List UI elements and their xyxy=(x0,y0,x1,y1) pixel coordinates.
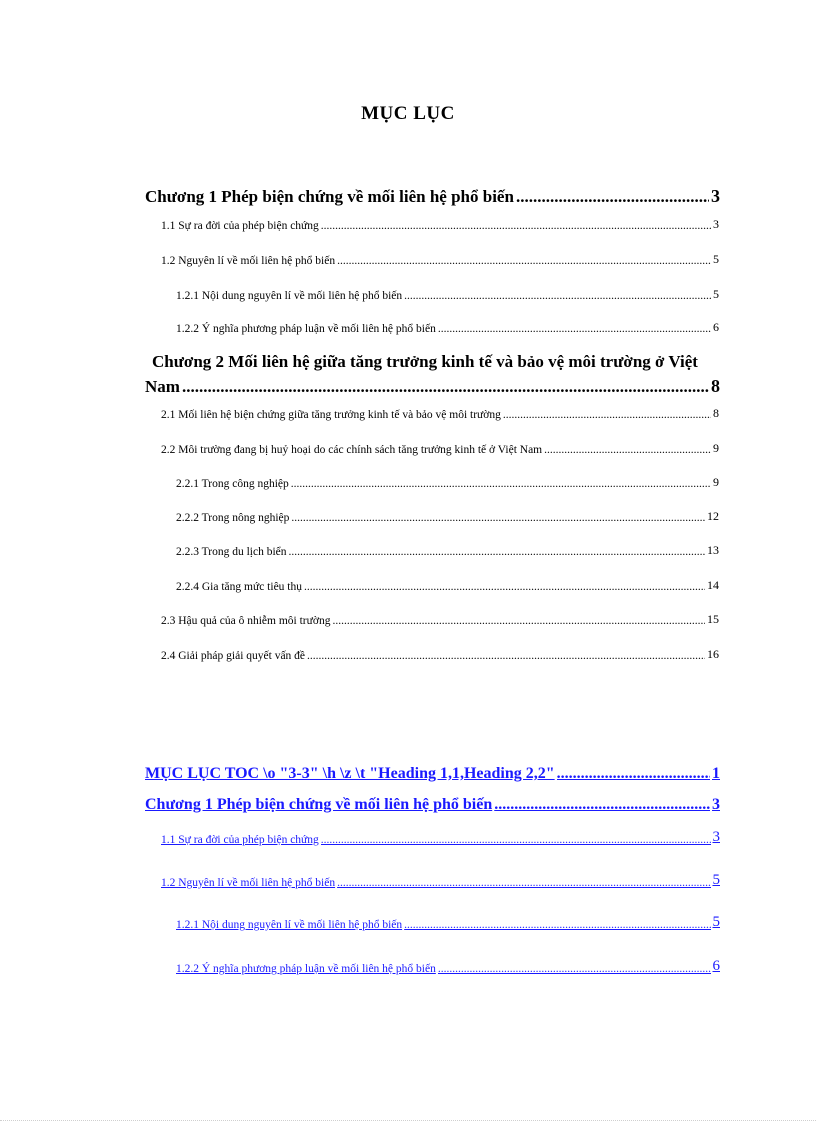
toc-field-chapter-1-link[interactable] xyxy=(145,796,720,814)
toc-page-number: 3 xyxy=(712,796,720,813)
toc-leader xyxy=(438,963,711,975)
toc-page-number: 5 xyxy=(713,287,719,301)
toc-page-number: 5 xyxy=(713,252,719,266)
toc-leader xyxy=(307,650,705,662)
toc-page-number: 6 xyxy=(712,958,720,974)
toc-leader xyxy=(304,581,705,593)
toc-entry-1-1 xyxy=(161,217,719,232)
toc-page-number: 1 xyxy=(712,765,720,782)
toc-entry-2-2-1 xyxy=(176,475,719,490)
toc-leader xyxy=(337,255,711,267)
toc-entry-text: 2.4 Giải pháp giải quyết vấn đề xyxy=(161,650,306,662)
toc-leader xyxy=(291,512,705,524)
toc-entry-1-2-1 xyxy=(176,287,719,302)
toc-entry-text: 2.2.4 Gia tăng mức tiêu thụ xyxy=(176,581,303,593)
toc-leader xyxy=(438,323,711,335)
toc-entry-2-3 xyxy=(161,612,719,627)
toc-field-1-1-link[interactable] xyxy=(161,829,720,846)
toc-page-number: 8 xyxy=(711,376,720,396)
toc-entry-text: 2.2 Môi trường đang bị huỷ hoại do các chính sách tăng trưởng kinh tế ở Việt Nam xyxy=(161,444,543,456)
toc-leader xyxy=(182,377,709,397)
toc-entry-text: 1.1 Sự ra đời của phép biện chứng xyxy=(161,220,319,232)
toc-leader xyxy=(404,290,711,302)
toc-page-number: 8 xyxy=(713,406,719,420)
toc-page-number: 5 xyxy=(712,872,720,888)
toc-entry-chapter-2-line1: Chương 2 Mối liên hệ giữa tăng trưởng kinh tế và bảo vệ môi trường ở Việt xyxy=(152,352,698,371)
toc-page-number: 3 xyxy=(712,829,720,845)
toc-entry-text: 1.2.2 Ý nghĩa phương pháp luận về mối liên hệ phổ biến xyxy=(176,323,436,335)
toc-entry-text: 2.1 Mối liên hệ biện chứng giữa tăng trưởng kinh tế và bảo vệ môi trường xyxy=(161,409,501,421)
toc-entry-1-2 xyxy=(161,252,719,267)
toc-entry-text: 2.2.2 Trong nông nghiệp xyxy=(176,512,290,524)
toc-entry-text: 1.2.1 Nội dung nguyên lí về mối liên hệ phổ biến xyxy=(176,919,403,931)
toc-page-number: 9 xyxy=(713,475,719,489)
toc-entry-chapter-2-line2 xyxy=(145,376,720,397)
toc-entry-text: 1.2.2 Ý nghĩa phương pháp luận về mối liên hệ phổ biến xyxy=(176,963,436,975)
toc-entry-text: 2.3 Hậu quả của ô nhiễm môi trường xyxy=(161,615,331,627)
toc-page-number: 6 xyxy=(713,320,719,334)
toc-entry-2-4 xyxy=(161,647,719,662)
toc-page-number: 12 xyxy=(707,509,719,523)
toc-leader xyxy=(289,546,705,558)
toc-page-number: 5 xyxy=(712,914,720,930)
toc-entry-text: Chương 1 Phép biện chứng về mối liên hệ phổ biến xyxy=(145,796,493,813)
toc-page-number: 14 xyxy=(707,578,719,592)
toc-entry-2-2-2 xyxy=(176,509,719,524)
toc-leader xyxy=(544,444,711,456)
toc-entry-text: 2.2.1 Trong công nghiệp xyxy=(176,478,289,490)
toc-entry-2-2-3 xyxy=(176,543,719,558)
toc-page-number: 3 xyxy=(713,217,719,231)
toc-field-1-2-link[interactable] xyxy=(161,872,720,889)
toc-entry-text: 2.2.3 Trong du lịch biển xyxy=(176,546,287,558)
toc-entry-text: Nam xyxy=(145,377,180,396)
page-bottom-border xyxy=(0,1120,816,1121)
toc-leader xyxy=(557,765,710,783)
toc-page-number: 16 xyxy=(707,647,719,661)
toc-field-1-2-2-link[interactable] xyxy=(176,958,720,975)
toc-leader xyxy=(503,409,711,421)
toc-entry-text: 1.2 Nguyên lí về mối liên hệ phổ biến xyxy=(161,255,336,267)
toc-entry-text: 1.2 Nguyên lí về mối liên hệ phổ biến xyxy=(161,877,336,889)
toc-leader xyxy=(332,615,705,627)
toc-entry-2-1 xyxy=(161,406,719,421)
toc-entry-2-2 xyxy=(161,441,719,456)
toc-entry-text: Chương 1 Phép biện chứng về mối liên hệ phổ biến xyxy=(145,187,514,206)
toc-entry-text: 1.1 Sự ra đời của phép biện chứng xyxy=(161,834,319,846)
toc-entry-text: MỤC LỤC TOC \o "3-3" \h \z \t "Heading 1,1,Heading 2,2" xyxy=(145,765,555,782)
toc-leader xyxy=(321,834,711,846)
toc-leader xyxy=(337,877,710,889)
toc-leader xyxy=(494,796,710,814)
toc-leader xyxy=(291,478,711,490)
toc-page-number: 15 xyxy=(707,612,719,626)
page-title: MỤC LỤC xyxy=(361,103,455,124)
toc-page-number: 3 xyxy=(711,186,720,206)
toc-entry-2-2-4 xyxy=(176,578,719,593)
toc-page-number: 13 xyxy=(707,543,719,557)
toc-field-1-2-1-link[interactable] xyxy=(176,914,720,931)
toc-leader xyxy=(516,187,709,207)
toc-entry-chapter-1 xyxy=(145,186,720,207)
toc-field-heading-link[interactable] xyxy=(145,765,720,783)
toc-leader xyxy=(404,919,710,931)
toc-entry-1-2-2 xyxy=(176,320,719,335)
toc-entry-text: 1.2.1 Nội dung nguyên lí về mối liên hệ phổ biến xyxy=(176,290,403,302)
toc-leader xyxy=(321,220,711,232)
toc-page-number: 9 xyxy=(713,441,719,455)
